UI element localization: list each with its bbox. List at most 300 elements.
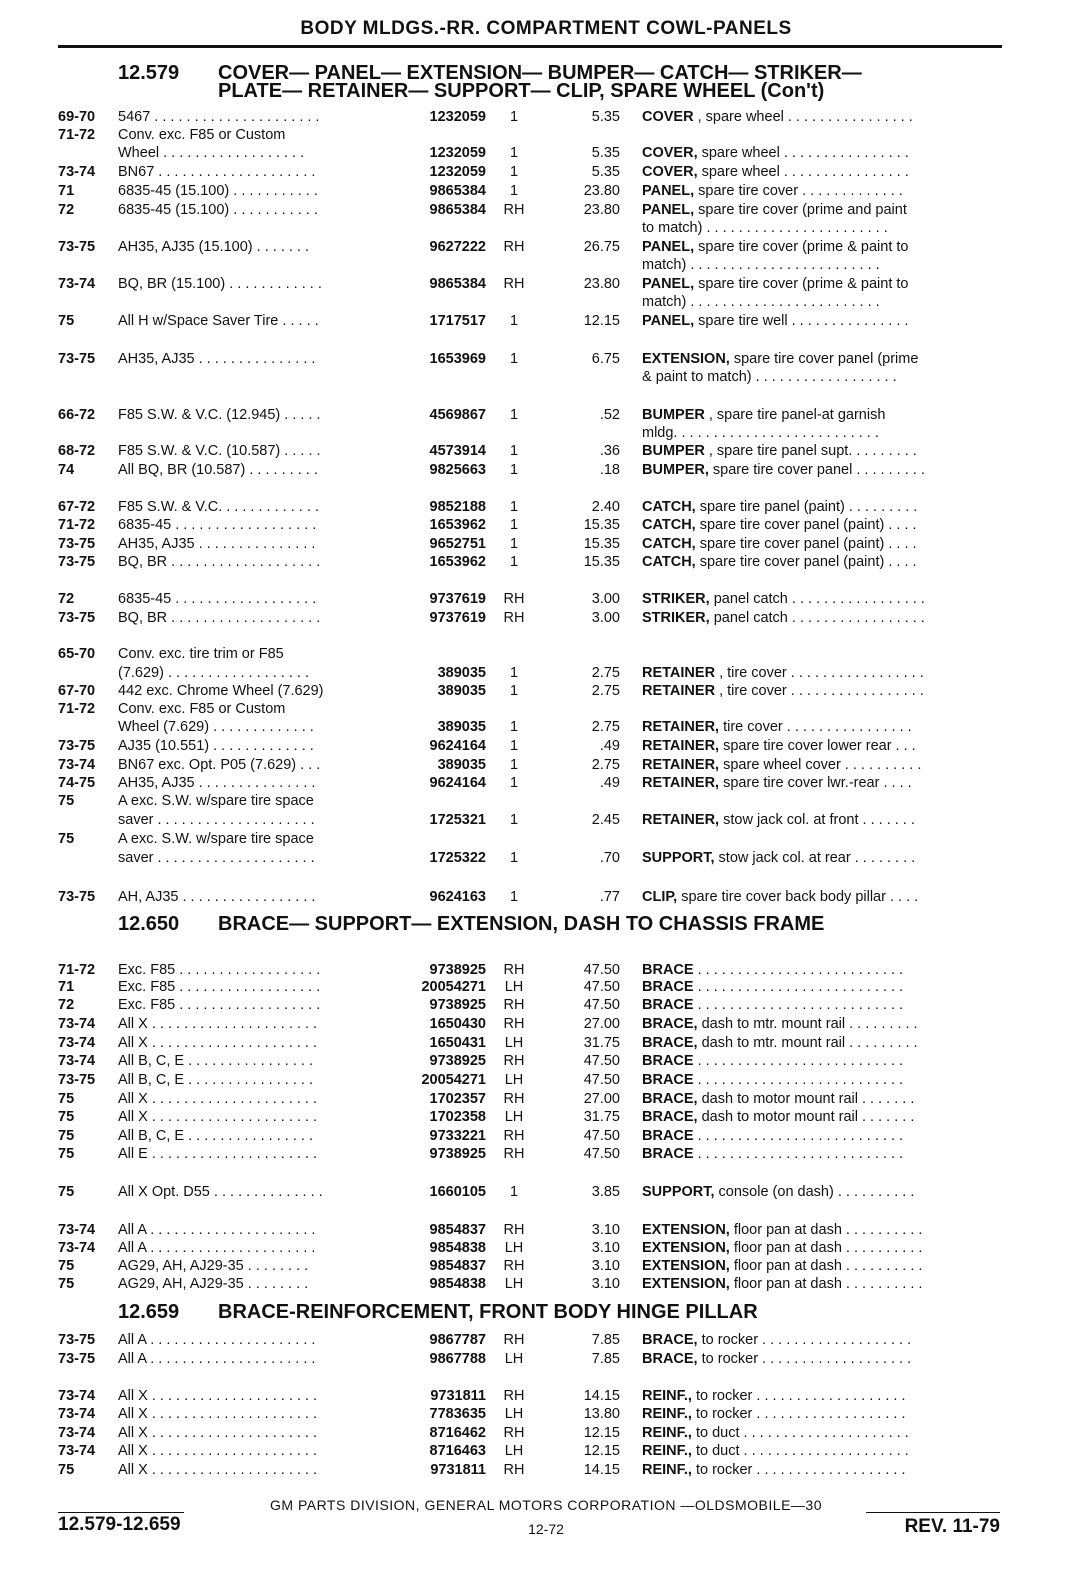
description-text: . . . . . . . . . . . . . . . . . . . . . . . . . . <box>693 962 904 978</box>
description <box>642 498 1004 516</box>
application: All B, C, E . . . . . . . . . . . . . . . . <box>118 1072 313 1088</box>
application: Conv. exc. F85 or Custom <box>118 127 286 143</box>
part-row <box>0 1052 1092 1070</box>
quantity: RH <box>503 202 525 218</box>
model-years: 75 <box>58 1109 75 1125</box>
description-keyword: BRACE, <box>642 1016 698 1032</box>
application: All E . . . . . . . . . . . . . . . . . . . . . <box>118 1146 318 1162</box>
description <box>642 312 1004 330</box>
price: 26.75 <box>583 239 620 255</box>
description-text: , spare tire panel supt. . . . . . . . . <box>704 443 917 459</box>
price: 23.80 <box>583 183 620 199</box>
part-number: 9624164 <box>429 738 486 754</box>
quantity: 1 <box>509 351 519 367</box>
description-text: floor pan at dash . . . . . . . . . . <box>729 1276 923 1292</box>
price: 2.75 <box>591 719 620 735</box>
price: 2.75 <box>591 757 620 773</box>
description-keyword: RETAINER <box>642 665 716 681</box>
part-row <box>0 1183 1092 1201</box>
price: 2.45 <box>591 812 620 828</box>
part-row <box>0 275 1092 293</box>
description-keyword: EXTENSION, <box>642 1240 730 1256</box>
part-number: 1232059 <box>429 109 486 125</box>
description <box>642 238 1004 256</box>
model-years: 73-75 <box>58 610 96 626</box>
quantity: RH <box>503 1016 525 1032</box>
description-keyword: RETAINER, <box>642 812 720 828</box>
part-number: 9738925 <box>429 997 486 1013</box>
section-heading-12-659 <box>118 1301 758 1323</box>
description-keyword: BRACE, <box>642 1091 698 1107</box>
quantity: 1 <box>509 719 519 735</box>
part-row <box>0 108 1092 126</box>
quantity: LH <box>504 1240 524 1256</box>
part-row <box>0 1331 1092 1349</box>
description <box>642 1108 1004 1126</box>
description-text: dash to motor mount rail . . . . . . . <box>697 1109 915 1125</box>
description-keyword: PANEL, <box>642 313 695 329</box>
description <box>642 144 1004 162</box>
section-title: BRACE-REINFORCEMENT, FRONT BODY HINGE PILLAR <box>218 1301 758 1323</box>
part-number: 9733221 <box>429 1128 486 1144</box>
quantity: 1 <box>509 407 519 423</box>
description <box>642 163 1004 181</box>
application: saver . . . . . . . . . . . . . . . . . . . . <box>118 850 315 866</box>
part-row <box>0 1221 1092 1239</box>
application: BN67 . . . . . . . . . . . . . . . . . . . . <box>118 164 316 180</box>
part-row <box>0 1405 1092 1423</box>
description-text: to rocker . . . . . . . . . . . . . . . . . . . <box>697 1332 912 1348</box>
application: BQ, BR (15.100) . . . . . . . . . . . . <box>118 276 322 292</box>
description-keyword: BRACE, <box>642 1332 698 1348</box>
description <box>642 256 1004 274</box>
description <box>642 1239 1004 1257</box>
model-years: 67-72 <box>58 499 96 515</box>
quantity: RH <box>503 1258 525 1274</box>
description-keyword: RETAINER, <box>642 757 720 773</box>
application: AH35, AJ35 . . . . . . . . . . . . . . . <box>118 775 316 791</box>
part-number: 9865384 <box>429 183 486 199</box>
description <box>642 590 1004 608</box>
description-text: . . . . . . . . . . . . . . . . . . . . . . . . . . <box>693 1053 904 1069</box>
description-text: match) . . . . . . . . . . . . . . . . . . . . . . . . <box>642 257 880 273</box>
part-number: 1725321 <box>429 812 486 828</box>
application: Conv. exc. F85 or Custom <box>118 701 286 717</box>
model-years: 73-75 <box>58 1351 96 1367</box>
price: .77 <box>599 889 620 905</box>
price: 3.10 <box>591 1276 620 1292</box>
model-years: 75 <box>58 1184 75 1200</box>
description-text: floor pan at dash . . . . . . . . . . <box>729 1258 923 1274</box>
description <box>642 1221 1004 1239</box>
part-number: 9624163 <box>429 889 486 905</box>
part-row <box>0 498 1092 516</box>
quantity: LH <box>504 1035 524 1051</box>
application: A exc. S.W. w/spare tire space <box>118 793 314 809</box>
model-years: 69-70 <box>58 109 96 125</box>
description-keyword: REINF., <box>642 1425 692 1441</box>
price: 47.50 <box>583 1072 620 1088</box>
quantity: 1 <box>509 313 519 329</box>
quantity: LH <box>504 1406 524 1422</box>
description-keyword: BRACE <box>642 1146 694 1162</box>
model-years: 75 <box>58 831 75 847</box>
price: .49 <box>599 775 620 791</box>
price: 6.75 <box>591 351 620 367</box>
model-years: 73-75 <box>58 351 96 367</box>
price: 15.35 <box>583 554 620 570</box>
quantity: 1 <box>509 1184 519 1200</box>
description-keyword: COVER, <box>642 164 698 180</box>
quantity: 1 <box>509 850 519 866</box>
price: .18 <box>599 462 620 478</box>
part-row <box>0 1127 1092 1145</box>
part-number: 1717517 <box>429 313 486 329</box>
description-text: . . . . . . . . . . . . . . . . . . . . . . . . . . <box>693 1072 904 1088</box>
description <box>642 737 1004 755</box>
description <box>642 1052 1004 1070</box>
price: 3.10 <box>591 1240 620 1256</box>
description-text: . . . . . . . . . . . . . . . . . . . . . . . . . . <box>693 997 904 1013</box>
description <box>642 888 1004 906</box>
model-years: 73-75 <box>58 239 96 255</box>
part-number: 1702358 <box>429 1109 486 1125</box>
description-text: spare tire cover (prime & paint to <box>694 276 909 292</box>
description-keyword: BUMPER <box>642 407 705 423</box>
price: 23.80 <box>583 276 620 292</box>
application: 6835-45 . . . . . . . . . . . . . . . . . . <box>118 591 317 607</box>
part-row <box>0 461 1092 479</box>
application: Wheel . . . . . . . . . . . . . . . . . . <box>118 145 305 161</box>
description-keyword: SUPPORT, <box>642 1184 715 1200</box>
description-text: tire cover . . . . . . . . . . . . . . . . <box>719 719 912 735</box>
model-years: 72 <box>58 202 75 218</box>
application: AG29, AH, AJ29-35 . . . . . . . . <box>118 1258 309 1274</box>
application: All A . . . . . . . . . . . . . . . . . . . . . <box>118 1240 316 1256</box>
price: 5.35 <box>591 109 620 125</box>
part-number: 9652751 <box>429 536 486 552</box>
price: 12.15 <box>583 1443 620 1459</box>
quantity: 1 <box>509 812 519 828</box>
application: All B, C, E . . . . . . . . . . . . . . . . <box>118 1128 313 1144</box>
price: 47.50 <box>583 997 620 1013</box>
quantity: 1 <box>509 164 519 180</box>
price: 7.85 <box>591 1351 620 1367</box>
quantity: 1 <box>509 775 519 791</box>
price: 3.10 <box>591 1258 620 1274</box>
section-number: 12.659 <box>118 1301 180 1323</box>
application: All X . . . . . . . . . . . . . . . . . . . . . <box>118 1425 318 1441</box>
part-row <box>0 888 1092 906</box>
application: All X . . . . . . . . . . . . . . . . . . . . . <box>118 1016 318 1032</box>
part-number: 8716462 <box>429 1425 486 1441</box>
description-text: , tire cover . . . . . . . . . . . . . . . . . <box>715 665 924 681</box>
description <box>642 774 1004 792</box>
model-years: 73-74 <box>58 1240 96 1256</box>
description-text: panel catch . . . . . . . . . . . . . . . . . <box>709 591 925 607</box>
part-number: 9731811 <box>430 1462 486 1478</box>
section-title-line-2: PLATE— RETAINER— SUPPORT— CLIP, SPARE WHEEL (Con't) <box>218 80 825 102</box>
description-keyword: BRACE <box>642 1072 694 1088</box>
model-years: 73-74 <box>58 1425 96 1441</box>
application: All X Opt. D55 . . . . . . . . . . . . . . <box>118 1184 323 1200</box>
price: 47.50 <box>583 1053 620 1069</box>
description <box>642 811 1004 829</box>
application: AH35, AJ35 (15.100) . . . . . . . <box>118 239 310 255</box>
model-years: 75 <box>58 313 75 329</box>
quantity: RH <box>503 1425 525 1441</box>
quantity: 1 <box>509 109 519 125</box>
description <box>642 368 1004 386</box>
application: All A . . . . . . . . . . . . . . . . . . . . . <box>118 1332 316 1348</box>
description-keyword: PANEL, <box>642 239 695 255</box>
description-keyword: COVER <box>642 109 694 125</box>
description <box>642 442 1004 460</box>
price: 31.75 <box>583 1109 620 1125</box>
application: AH35, AJ35 . . . . . . . . . . . . . . . <box>118 536 316 552</box>
model-years: 73-74 <box>58 1406 96 1422</box>
part-number: 9738925 <box>429 1146 486 1162</box>
application: All X . . . . . . . . . . . . . . . . . . . . . <box>118 1443 318 1459</box>
part-number: 9854837 <box>429 1258 486 1274</box>
price: 3.00 <box>591 610 620 626</box>
part-number: 9825663 <box>429 462 486 478</box>
application: F85 S.W. & V.C. . . . . . . . . . . . . <box>118 499 319 515</box>
application: 6835-45 (15.100) . . . . . . . . . . . <box>118 202 318 218</box>
model-years: 71 <box>58 979 75 995</box>
application: 442 exc. Chrome Wheel (7.629) <box>118 683 324 699</box>
description <box>642 756 1004 774</box>
description <box>642 108 1004 126</box>
part-number: 4573914 <box>429 443 486 459</box>
description <box>642 1090 1004 1108</box>
description <box>642 535 1004 553</box>
description-keyword: RETAINER, <box>642 775 720 791</box>
description-text: stow jack col. at rear . . . . . . . . <box>714 850 916 866</box>
description-keyword: STRIKER, <box>642 591 710 607</box>
description-text: spare tire panel (paint) . . . . . . . . . <box>695 499 918 515</box>
part-row <box>0 961 1092 979</box>
description-text: mldg. . . . . . . . . . . . . . . . . . . . . . . . . . <box>642 425 879 441</box>
header-rule <box>58 45 1002 48</box>
part-number: 1650430 <box>429 1016 486 1032</box>
description-keyword: CATCH, <box>642 554 696 570</box>
part-row <box>0 682 1092 700</box>
description-keyword: REINF., <box>642 1388 692 1404</box>
part-number: 9854838 <box>429 1276 486 1292</box>
price: 5.35 <box>591 145 620 161</box>
price: 7.85 <box>591 1332 620 1348</box>
quantity: 1 <box>509 536 519 552</box>
application: All X . . . . . . . . . . . . . . . . . . . . . <box>118 1388 318 1404</box>
price: 2.75 <box>591 665 620 681</box>
part-row <box>0 830 1092 848</box>
part-row <box>0 1015 1092 1033</box>
part-number: 1660105 <box>429 1184 486 1200</box>
model-years: 73-75 <box>58 1072 96 1088</box>
description <box>642 293 1004 311</box>
model-years: 74 <box>58 462 75 478</box>
description <box>642 1127 1004 1145</box>
description-keyword: STRIKER, <box>642 610 710 626</box>
description-text: spare tire cover (prime and paint <box>694 202 907 218</box>
description <box>642 1145 1004 1163</box>
part-row <box>0 1034 1092 1052</box>
model-years: 73-75 <box>58 1332 96 1348</box>
description-keyword: COVER, <box>642 145 698 161</box>
description <box>642 1071 1004 1089</box>
application: All X . . . . . . . . . . . . . . . . . . . . . <box>118 1406 318 1422</box>
quantity: 1 <box>509 517 519 533</box>
description <box>642 961 1004 979</box>
part-row <box>0 664 1092 682</box>
part-row <box>0 238 1092 256</box>
description-keyword: BRACE <box>642 979 694 995</box>
part-number: 9865384 <box>429 202 486 218</box>
description-text: , tire cover . . . . . . . . . . . . . . . . . <box>715 683 924 699</box>
description-text: . . . . . . . . . . . . . . . . . . . . . . . . . . <box>693 979 904 995</box>
price: 27.00 <box>583 1091 620 1107</box>
model-years: 75 <box>58 1462 75 1478</box>
model-years: 72 <box>58 591 75 607</box>
quantity: RH <box>503 1053 525 1069</box>
description-text: stow jack col. at front . . . . . . . <box>719 812 915 828</box>
description-text: to duct . . . . . . . . . . . . . . . . . . . . . <box>691 1425 909 1441</box>
quantity: 1 <box>509 554 519 570</box>
quantity: RH <box>503 1388 525 1404</box>
description-keyword: EXTENSION, <box>642 351 730 367</box>
part-number: 389035 <box>437 757 486 773</box>
part-row <box>0 219 1092 237</box>
model-years: 73-74 <box>58 1222 96 1238</box>
description-keyword: RETAINER, <box>642 719 720 735</box>
description-keyword: EXTENSION, <box>642 1258 730 1274</box>
description-keyword: RETAINER, <box>642 738 720 754</box>
application: All A . . . . . . . . . . . . . . . . . . . . . <box>118 1351 316 1367</box>
description-text: floor pan at dash . . . . . . . . . . <box>729 1240 923 1256</box>
description-text: spare tire cover panel (paint) . . . . <box>695 554 917 570</box>
description <box>642 1275 1004 1293</box>
quantity: 1 <box>509 443 519 459</box>
part-number: 1653962 <box>429 554 486 570</box>
quantity: 1 <box>509 738 519 754</box>
description-keyword: CATCH, <box>642 517 696 533</box>
description-text: floor pan at dash . . . . . . . . . . <box>729 1222 923 1238</box>
model-years: 73-74 <box>58 757 96 773</box>
part-row <box>0 182 1092 200</box>
description <box>642 1387 1004 1405</box>
description-keyword: SUPPORT, <box>642 850 715 866</box>
price: 12.15 <box>583 1425 620 1441</box>
section-title: BRACE— SUPPORT— EXTENSION, DASH TO CHASSIS FRAME <box>218 913 825 935</box>
price: 15.35 <box>583 536 620 552</box>
description-keyword: RETAINER <box>642 683 716 699</box>
section-title-line-1: COVER— PANEL— EXTENSION— BUMPER— CATCH— STRIKER— <box>218 62 862 84</box>
description-keyword: REINF., <box>642 1462 692 1478</box>
quantity: RH <box>503 1222 525 1238</box>
model-years: 71-72 <box>58 127 96 143</box>
application: BQ, BR . . . . . . . . . . . . . . . . . . . <box>118 610 321 626</box>
part-row <box>0 978 1092 996</box>
price: 23.80 <box>583 202 620 218</box>
part-number: 20054271 <box>421 979 486 995</box>
description <box>642 406 1004 424</box>
part-row <box>0 700 1092 718</box>
description-text: spare wheel . . . . . . . . . . . . . . . . <box>697 164 909 180</box>
quantity: 1 <box>509 183 519 199</box>
part-number: 1653962 <box>429 517 486 533</box>
description <box>642 1015 1004 1033</box>
part-row <box>0 368 1092 386</box>
part-row <box>0 442 1092 460</box>
part-row <box>0 645 1092 663</box>
part-row <box>0 718 1092 736</box>
part-row <box>0 774 1092 792</box>
application: All X . . . . . . . . . . . . . . . . . . . . . <box>118 1035 318 1051</box>
description-keyword: PANEL, <box>642 202 695 218</box>
model-years: 73-74 <box>58 164 96 180</box>
application: BN67 exc. Opt. P05 (7.629) . . . <box>118 757 321 773</box>
description-text: spare tire well . . . . . . . . . . . . . . . <box>694 313 909 329</box>
footer-page-number: 12-72 <box>528 1521 564 1537</box>
model-years: 75 <box>58 1258 75 1274</box>
description <box>642 553 1004 571</box>
price: 15.35 <box>583 517 620 533</box>
description-text: spare tire cover lower rear . . . <box>719 738 916 754</box>
price: 2.75 <box>591 683 620 699</box>
application: AG29, AH, AJ29-35 . . . . . . . . <box>118 1276 309 1292</box>
description-keyword: EXTENSION, <box>642 1222 730 1238</box>
model-years: 73-74 <box>58 1053 96 1069</box>
quantity: 1 <box>509 665 519 681</box>
part-row <box>0 201 1092 219</box>
price: 14.15 <box>583 1388 620 1404</box>
model-years: 75 <box>58 1276 75 1292</box>
part-row <box>0 737 1092 755</box>
price: 47.50 <box>583 962 620 978</box>
description-text: to rocker . . . . . . . . . . . . . . . . . . . <box>697 1351 912 1367</box>
description-text: console (on dash) . . . . . . . . . . <box>714 1184 915 1200</box>
part-number: 9865384 <box>429 276 486 292</box>
application: Exc. F85 . . . . . . . . . . . . . . . . . . <box>118 962 321 978</box>
description-text: . . . . . . . . . . . . . . . . . . . . . . . . . . <box>693 1128 904 1144</box>
quantity: RH <box>503 997 525 1013</box>
description <box>642 1405 1004 1423</box>
description <box>642 424 1004 442</box>
quantity: RH <box>503 1332 525 1348</box>
description-text: to rocker . . . . . . . . . . . . . . . . . . . <box>691 1388 906 1404</box>
description <box>642 1331 1004 1349</box>
description-text: spare tire cover panel (prime <box>729 351 919 367</box>
application: F85 S.W. & V.C. (12.945) . . . . . <box>118 407 321 423</box>
price: 47.50 <box>583 1128 620 1144</box>
description <box>642 275 1004 293</box>
part-number: 389035 <box>437 683 486 699</box>
part-row <box>0 1424 1092 1442</box>
part-row <box>0 350 1092 368</box>
price: 2.40 <box>591 499 620 515</box>
model-years: 74-75 <box>58 775 96 791</box>
description-text: to rocker . . . . . . . . . . . . . . . . . . . <box>691 1462 906 1478</box>
part-row <box>0 1090 1092 1108</box>
quantity: RH <box>503 1128 525 1144</box>
application: 6835-45 (15.100) . . . . . . . . . . . <box>118 183 318 199</box>
part-number: 9854838 <box>429 1240 486 1256</box>
application: All B, C, E . . . . . . . . . . . . . . . . <box>118 1053 313 1069</box>
description <box>642 350 1004 368</box>
part-number: 9624164 <box>429 775 486 791</box>
model-years: 75 <box>58 793 75 809</box>
